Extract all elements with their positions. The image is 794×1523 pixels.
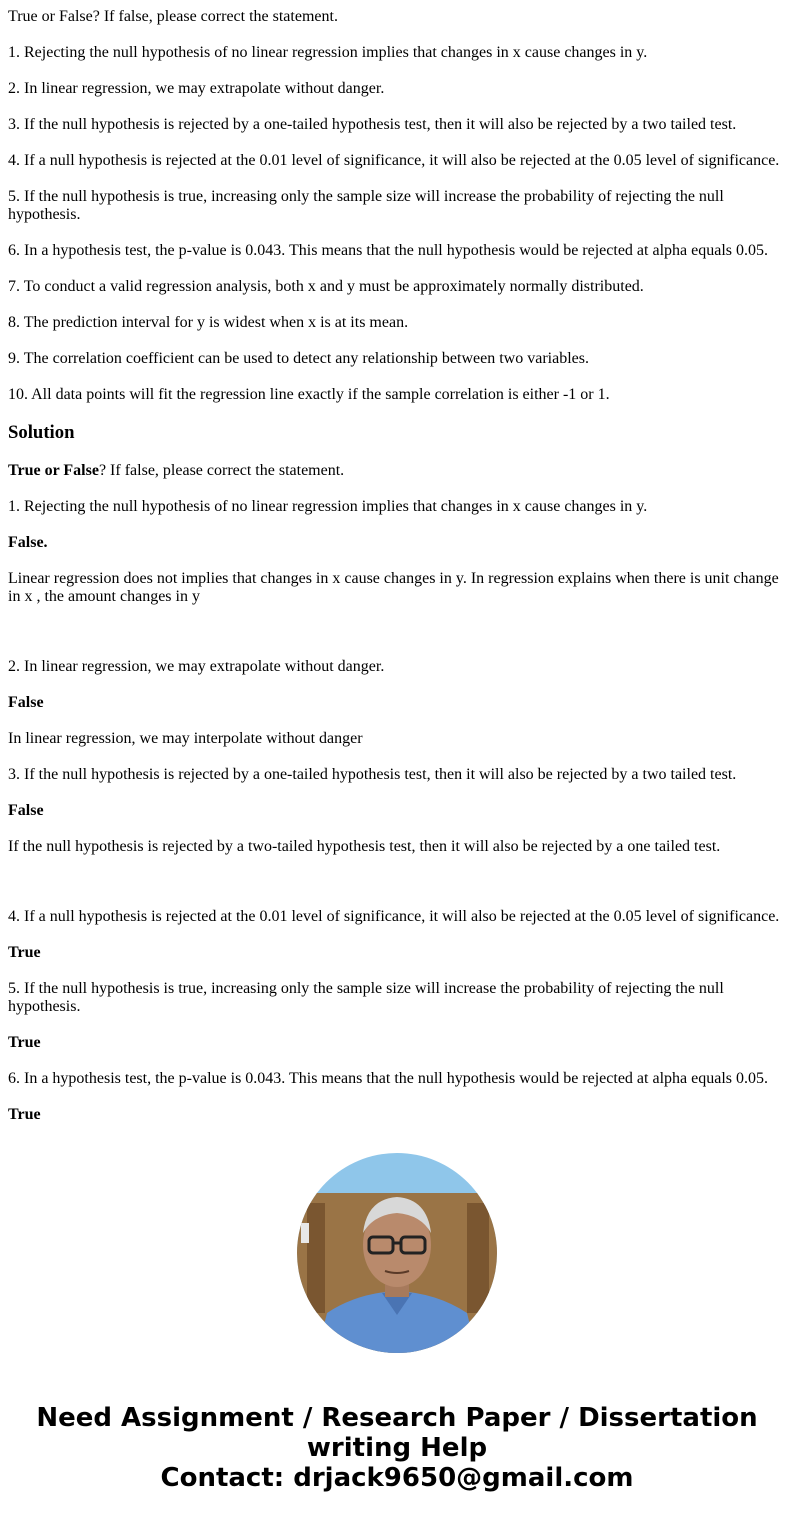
promo-line-1: Need Assignment / Research Paper / Dissertation: [36, 1403, 758, 1433]
answer-2-verdict-text: False: [8, 694, 44, 711]
answer-2-question: 2. In linear regression, we may extrapolate without danger.: [8, 658, 385, 675]
question-item-6: 6. In a hypothesis test, the p-value is 0.043. This means that the null hypothesis would be rejected at alpha equals 0.05.: [8, 242, 768, 259]
answer-5-verdict: [8, 1034, 786, 1052]
answer-3-question: 3. If the null hypothesis is rejected by a one-tailed hypothesis test, then it will also be rejected by a two tailed test.: [8, 766, 737, 783]
solution-intro: [8, 462, 786, 480]
author-photo-icon: [297, 1153, 497, 1353]
spacer: [8, 624, 786, 658]
question-item-8: 8. The prediction interval for y is widest when x is at its mean.: [8, 314, 409, 331]
answer-3-explanation: If the null hypothesis is rejected by a two-tailed hypothesis test, then it will also be rejected by a one tailed test.: [8, 838, 721, 855]
answer-1-explanation: Linear regression does not implies that changes in x cause changes in y. In regression explains when there is unit change in x , the amount changes in y: [8, 570, 779, 605]
question-intro: True or False? If false, please correct the statement.: [8, 8, 338, 25]
answer-2-explanation: In linear regression, we may interpolate without danger: [8, 730, 363, 747]
promo-banner: [0, 1403, 794, 1493]
answer-2-verdict: [8, 694, 786, 712]
promo-contact: Contact: drjack9650@gmail.com: [160, 1463, 634, 1493]
answer-5-question: 5. If the null hypothesis is true, increasing only the sample size will increase the probability of rejecting the null hypothesis.: [8, 980, 724, 1015]
question-item-10: 10. All data points will fit the regression line exactly if the sample correlation is either -1 or 1.: [8, 386, 610, 403]
question-item-3: 3. If the null hypothesis is rejected by a one-tailed hypothesis test, then it will also be rejected by a two tailed test.: [8, 116, 737, 133]
answer-1-question: 1. Rejecting the null hypothesis of no linear regression implies that changes in x cause changes in y.: [8, 498, 648, 515]
answer-3-verdict: [8, 802, 786, 820]
answer-6-question: 6. In a hypothesis test, the p-value is 0.043. This means that the null hypothesis would be rejected at alpha equals 0.05.: [8, 1070, 768, 1087]
answer-5-verdict-text: True: [8, 1034, 41, 1051]
question-item-4: 4. If a null hypothesis is rejected at the 0.01 level of significance, it will also be rejected at the 0.05 level of significance.: [8, 152, 780, 169]
answer-4-question: 4. If a null hypothesis is rejected at the 0.01 level of significance, it will also be rejected at the 0.05 level of significance.: [8, 908, 780, 925]
solution-heading: Solution: [8, 422, 75, 443]
answer-6-verdict: [8, 1106, 786, 1124]
spacer: [8, 874, 786, 908]
solution-intro-bold: True or False: [8, 462, 99, 479]
question-item-7: 7. To conduct a valid regression analysis, both x and y must be approximately normally distributed.: [8, 278, 644, 295]
answer-3-verdict-text: False: [8, 802, 44, 819]
answer-1-verdict-text: False.: [8, 534, 48, 551]
solution-intro-rest: ? If false, please correct the statement.: [98, 462, 345, 479]
question-item-2: 2. In linear regression, we may extrapolate without danger.: [8, 80, 385, 97]
answer-6-verdict-text: True: [8, 1106, 41, 1123]
answer-1-verdict: [8, 534, 786, 552]
question-item-1: 1. Rejecting the null hypothesis of no linear regression implies that changes in x cause changes in y.: [8, 44, 648, 61]
promo-line-2: writing Help: [306, 1433, 488, 1463]
question-item-5: 5. If the null hypothesis is true, increasing only the sample size will increase the probability of rejecting the null hypothesis.: [8, 188, 724, 223]
answer-4-verdict: [8, 944, 786, 962]
answer-4-verdict-text: True: [8, 944, 41, 961]
document-body: [8, 8, 786, 1142]
question-item-9: 9. The correlation coefficient can be used to detect any relationship between two variables.: [8, 350, 589, 367]
